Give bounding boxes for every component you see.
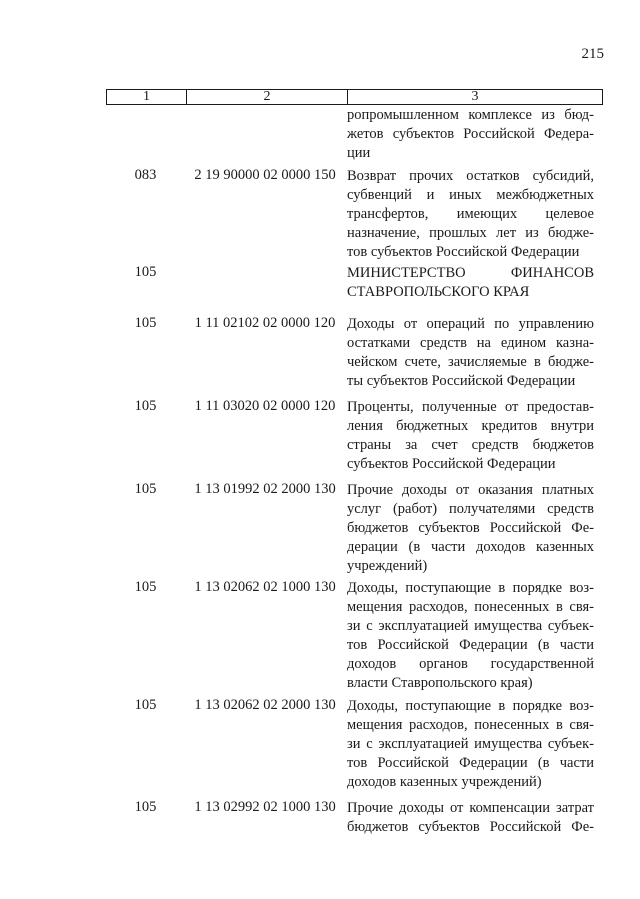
description-line: бюджетов субъектов Российской Фе- xyxy=(347,819,594,835)
row-description xyxy=(347,697,594,792)
description-line: мещения расходов, понесенных в свя- xyxy=(347,599,594,615)
row-budget-code: 1 11 03020 02 0000 120 xyxy=(194,398,336,414)
continuation-description xyxy=(347,106,594,163)
description-line: Доходы, поступающие в порядке воз- xyxy=(347,580,594,596)
row-code: 105 xyxy=(134,799,157,815)
row-code: 105 xyxy=(134,264,157,280)
table-header xyxy=(106,89,603,105)
row-budget-code: 2 19 90000 02 0000 150 xyxy=(194,167,336,183)
row-code: 105 xyxy=(134,697,157,713)
row-description xyxy=(347,799,594,837)
description-line: власти Ставропольского края) xyxy=(347,675,533,691)
description-line: ты субъектов Российской Федерации xyxy=(347,373,576,389)
row-code: 105 xyxy=(134,398,157,414)
description-line: Доходы от операций по управлению xyxy=(347,316,594,332)
description-line: страны за счет средств бюджетов xyxy=(347,437,594,453)
description-line: бюджетов субъектов Российской Фе- xyxy=(347,520,594,536)
description-line: СТАВРОПОЛЬСКОГО КРАЯ xyxy=(347,284,530,300)
row-budget-code: 1 13 02992 02 1000 130 xyxy=(194,799,336,815)
page-number: 215 xyxy=(581,46,604,62)
row-budget-code: 1 13 02062 02 2000 130 xyxy=(194,697,336,713)
description-line: тов Российской Федерации (в части xyxy=(347,755,594,771)
description-line: дерации (в части доходов казенных xyxy=(347,539,594,555)
row-code: 105 xyxy=(134,315,157,331)
row-code: 105 xyxy=(134,481,157,497)
column-header-3: 3 xyxy=(348,90,603,105)
description-line: тов субъектов Российской Федерации xyxy=(347,244,580,260)
description-line: услуг (работ) получателями средств xyxy=(347,501,594,517)
row-code: 083 xyxy=(134,167,157,183)
description-line: ления бюджетных кредитов внутри xyxy=(347,418,594,434)
description-line: назначение, прошлых лет из бюдже- xyxy=(347,225,594,241)
description-line: субвенций и иных межбюджетных xyxy=(347,187,594,203)
description-line: мещения расходов, понесенных в свя- xyxy=(347,717,594,733)
description-line: зи с эксплуатацией имущества субъек- xyxy=(347,736,594,752)
description-line: Прочие доходы от компенсации затрат xyxy=(347,800,594,816)
row-description xyxy=(347,481,594,576)
description-line: МИНИСТЕРСТВО ФИНАНСОВ xyxy=(347,265,594,281)
description-line: ции xyxy=(347,145,371,161)
row-description xyxy=(347,167,594,262)
description-line: тов Российской Федерации (в части xyxy=(347,637,594,653)
row-budget-code: 1 13 01992 02 2000 130 xyxy=(194,481,336,497)
description-line: субъектов Российской Федерации xyxy=(347,456,556,472)
description-line: доходов казенных учреждений) xyxy=(347,774,542,790)
description-line: зи с эксплуатацией имущества субъек- xyxy=(347,618,594,634)
description-line: Прочие доходы от оказания платных xyxy=(347,482,594,498)
row-code: 105 xyxy=(134,579,157,595)
row-budget-code: 1 13 02062 02 1000 130 xyxy=(194,579,336,595)
description-line: Доходы, поступающие в порядке воз- xyxy=(347,698,594,714)
column-header-2: 2 xyxy=(187,90,348,105)
row-description xyxy=(347,315,594,391)
description-line: доходов органов государственной xyxy=(347,656,594,672)
row-description xyxy=(347,579,594,693)
description-line: учреждений) xyxy=(347,558,428,574)
description-line: Проценты, полученные от предостав- xyxy=(347,399,594,415)
description-line: остатками средств на едином казна- xyxy=(347,335,594,351)
description-line: трансфертов, имеющих целевое xyxy=(347,206,594,222)
row-description xyxy=(347,398,594,474)
description-line: Возврат прочих остатков субсидий, xyxy=(347,168,594,184)
column-header-1: 1 xyxy=(107,90,187,105)
row-description xyxy=(347,264,594,302)
row-budget-code: 1 11 02102 02 0000 120 xyxy=(194,315,336,331)
description-line: жетов субъектов Российской Федера- xyxy=(347,126,594,142)
description-line: ропромышленном комплексе из бюд- xyxy=(347,107,594,123)
description-line: чейском счете, зачисляемые в бюдже- xyxy=(347,354,594,370)
